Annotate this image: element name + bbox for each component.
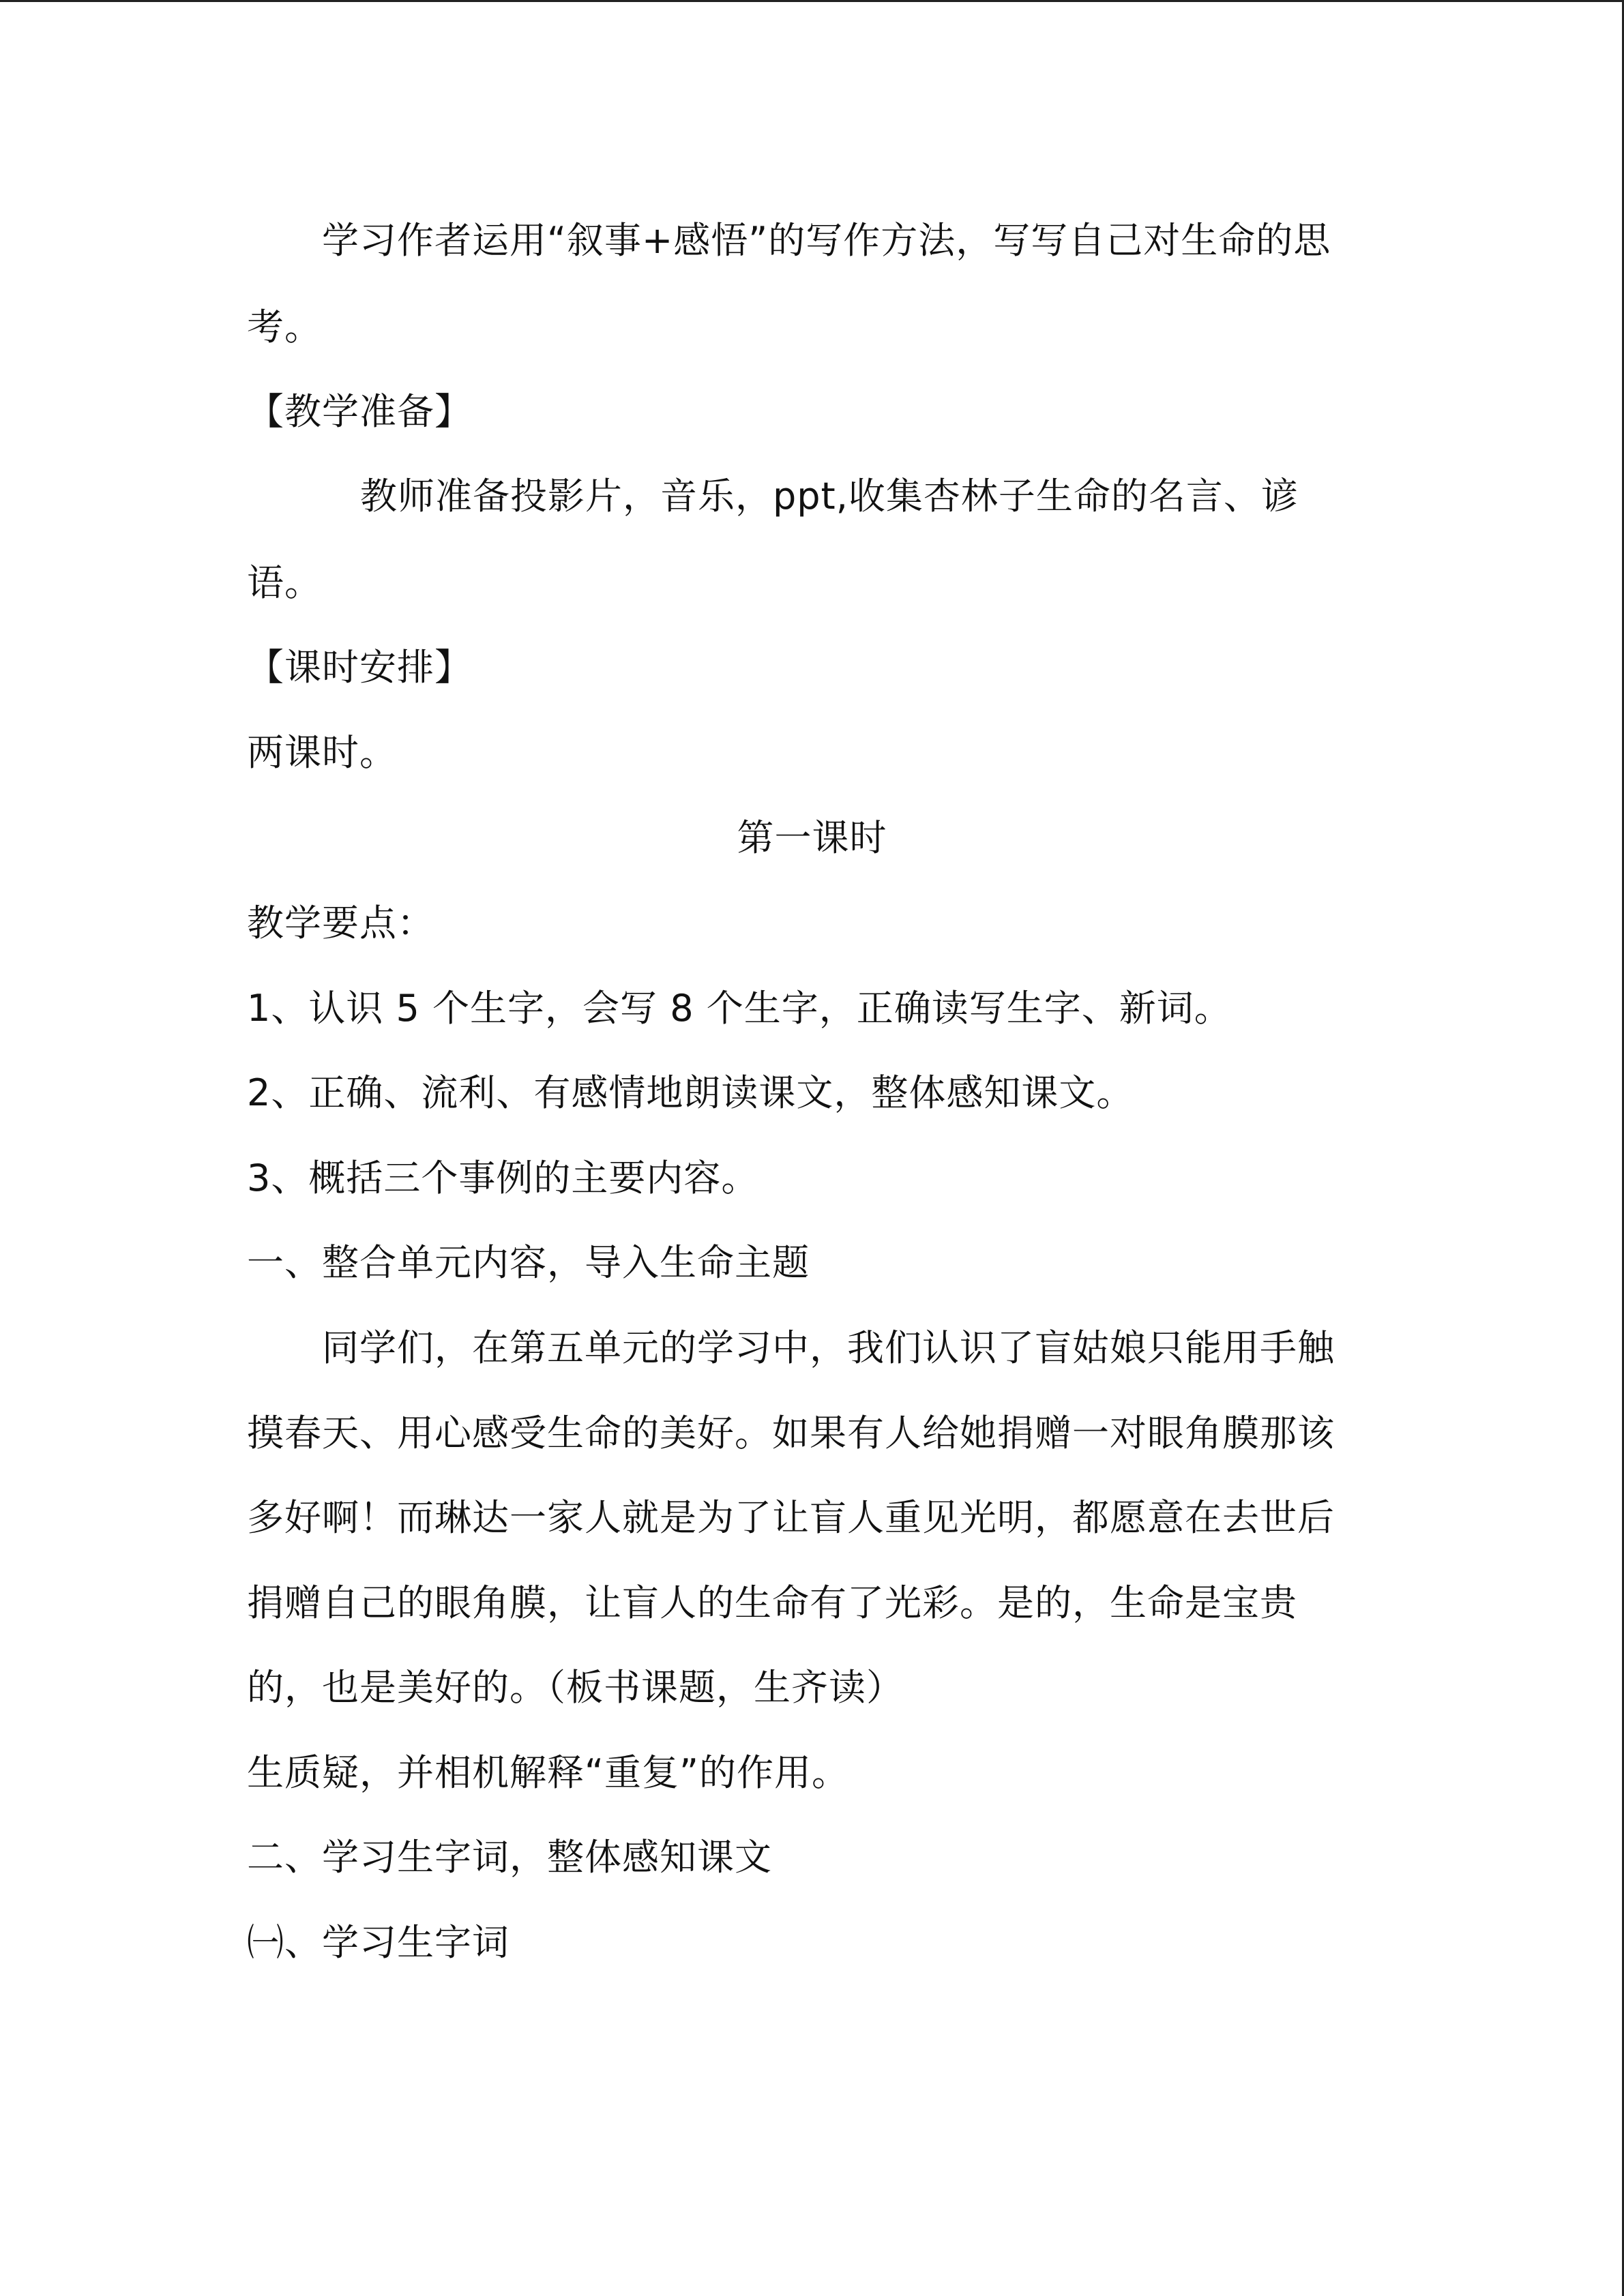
heading-teaching-preparation: 【教学准备】 xyxy=(247,390,472,433)
heading-key-points: 教学要点： xyxy=(247,901,434,944)
paragraph-preparation-line-1: 教师准备投影片，音乐，ppt,收集杏林子生命的名言、谚 xyxy=(360,475,1299,518)
paragraph-preparation-line-2: 语。 xyxy=(247,561,322,604)
key-point-2: 2、正确、流利、有感情地朗读课文，整体感知课文。 xyxy=(247,1071,1134,1114)
paragraph-intro-line-4: 捐赠自己的眼角膜，让盲人的生命有了光彩。是的，生命是宝贵 xyxy=(247,1581,1297,1624)
heading-first-lesson: 第一课时 xyxy=(737,816,887,859)
paragraph-goal-line-1: 学习作者运用“叙事+感悟”的写作方法，写写自己对生命的思 xyxy=(322,219,1331,262)
section-heading-1: 一、整合单元内容，导入生命主题 xyxy=(247,1241,810,1284)
heading-lesson-schedule: 【课时安排】 xyxy=(247,646,472,689)
section-heading-2: 二、学习生字词，整体感知课文 xyxy=(247,1836,772,1879)
key-point-3: 3、概括三个事例的主要内容。 xyxy=(247,1157,759,1199)
paragraph-intro-line-1: 同学们，在第五单元的学习中，我们认识了盲姑娘只能用手触 xyxy=(322,1326,1335,1369)
paragraph-intro-line-2: 摸春天、用心感受生命的美好。如果有人给她捐赠一对眼角膜那该 xyxy=(247,1412,1335,1455)
paragraph-goal-line-2: 考。 xyxy=(247,305,322,348)
paragraph-intro-line-3: 多好啊！而琳达一家人就是为了让盲人重见光明，都愿意在去世后 xyxy=(247,1496,1335,1539)
key-point-1: 1、认识 5 个生字，会写 8 个生字，正确读写生字、新词。 xyxy=(247,987,1232,1030)
subsection-heading-1: ㈠、学习生字词 xyxy=(247,1921,510,1964)
paragraph-question: 生质疑，并相机解释“重复”的作用。 xyxy=(247,1751,849,1794)
paragraph-intro-line-5: 的，也是美好的。（板书课题，生齐读） xyxy=(247,1666,904,1709)
paragraph-schedule: 两课时。 xyxy=(247,731,397,774)
